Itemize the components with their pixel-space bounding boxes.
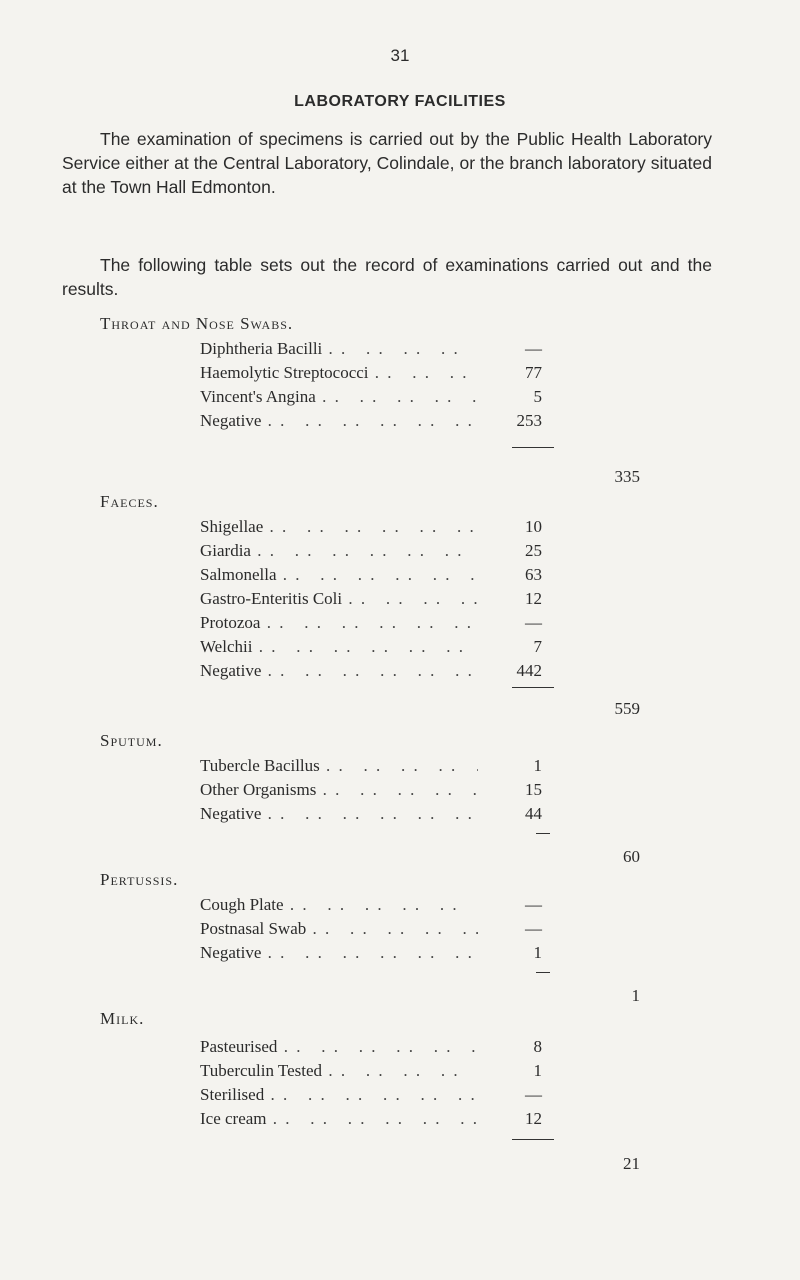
- section-heading: Milk.: [100, 1009, 145, 1028]
- row-value: 1: [478, 943, 542, 963]
- section-total: 21: [623, 1154, 640, 1173]
- row-label: Negative . .: [200, 411, 500, 431]
- row-value: 8: [478, 1037, 542, 1057]
- row-label: Postnasal Swab . .: [200, 919, 500, 939]
- table-row: [200, 804, 560, 828]
- row-value: —: [478, 613, 542, 633]
- section-heading: Throat and Nose Swabs.: [100, 314, 294, 333]
- section-total: 335: [614, 467, 640, 486]
- row-value: 15: [478, 780, 542, 800]
- subtotal-rule: [512, 687, 554, 688]
- table-row: [200, 661, 560, 685]
- row-label: Sterilised . .: [200, 1085, 500, 1105]
- table-row: [200, 541, 560, 565]
- row-value: 44: [478, 804, 542, 824]
- row-label: Salmonella . .: [200, 565, 500, 585]
- row-label: Diphtheria Bacilli . .: [200, 339, 500, 359]
- section-total: 60: [623, 847, 640, 866]
- row-value: 7: [478, 637, 542, 657]
- row-value: 1: [478, 1061, 542, 1081]
- section-total: 1: [631, 986, 640, 1005]
- row-value: 12: [478, 589, 542, 609]
- page-title: LABORATORY FACILITIES: [294, 93, 506, 110]
- row-value: —: [478, 895, 542, 915]
- row-label: Tuberculin Tested . .: [200, 1061, 500, 1081]
- row-label: Tubercle Bacillus . .: [200, 756, 500, 776]
- row-label: Negative . .: [200, 943, 500, 963]
- section-heading: Sputum.: [100, 731, 163, 750]
- row-value: 12: [478, 1109, 542, 1129]
- row-label: Gastro-Enteritis Coli . .: [200, 589, 500, 609]
- table-row: [200, 565, 560, 589]
- row-label: Cough Plate . .: [200, 895, 500, 915]
- row-label: Giardia . .: [200, 541, 500, 561]
- table-intro-paragraph: The following table sets out the record of examinations carried out and the results.: [62, 255, 712, 299]
- row-value: 63: [478, 565, 542, 585]
- row-label: Ice cream . .: [200, 1109, 500, 1129]
- row-label: Shigellae . .: [200, 517, 500, 537]
- section-total: 559: [614, 699, 640, 718]
- row-value: —: [478, 339, 542, 359]
- table-row: [200, 756, 560, 780]
- subtotal-rule: [512, 1139, 554, 1140]
- row-value: 1: [478, 756, 542, 776]
- subtotal-rule: [512, 447, 554, 448]
- row-label: Protozoa . .: [200, 613, 500, 633]
- table-row: [200, 1109, 560, 1133]
- table-row: [200, 1037, 560, 1061]
- page-number: 31: [390, 46, 410, 65]
- table-row: [200, 943, 560, 967]
- table-row: [200, 1085, 560, 1109]
- row-value: —: [478, 1085, 542, 1105]
- section-heading: Pertussis.: [100, 870, 179, 889]
- intro-paragraph: The examination of specimens is carried out by the Public Health Laboratory Service either at the Central Laboratory, Colindale, or the branch laboratory situated at the Town Hall Edmonton.: [62, 129, 712, 197]
- row-label: Welchii . .: [200, 637, 500, 657]
- table-row: [200, 780, 560, 804]
- row-label: Other Organisms . .: [200, 780, 500, 800]
- row-value: 442: [478, 661, 542, 681]
- row-label: Vincent's Angina . .: [200, 387, 500, 407]
- table-row: [200, 637, 560, 661]
- table-row: [200, 363, 560, 387]
- row-value: 253: [478, 411, 542, 431]
- table-row: [200, 895, 560, 919]
- row-label: Haemolytic Streptococci . .: [200, 363, 500, 383]
- section-heading: Faeces.: [100, 492, 159, 511]
- table-row: [200, 1061, 560, 1085]
- table-row: [200, 411, 560, 435]
- table-row: [200, 919, 560, 943]
- row-value: 77: [478, 363, 542, 383]
- table-row: [200, 339, 560, 363]
- row-value: 5: [478, 387, 542, 407]
- table-row: [200, 517, 560, 541]
- row-value: 25: [478, 541, 542, 561]
- table-row: [200, 589, 560, 613]
- subtotal-rule: [536, 833, 550, 834]
- row-label: Negative . .: [200, 804, 500, 824]
- row-label: Pasteurised . .: [200, 1037, 500, 1057]
- row-value: —: [478, 919, 542, 939]
- table-row: [200, 613, 560, 637]
- table-row: [200, 387, 560, 411]
- subtotal-rule: [536, 972, 550, 973]
- row-value: 10: [478, 517, 542, 537]
- row-label: Negative . .: [200, 661, 500, 681]
